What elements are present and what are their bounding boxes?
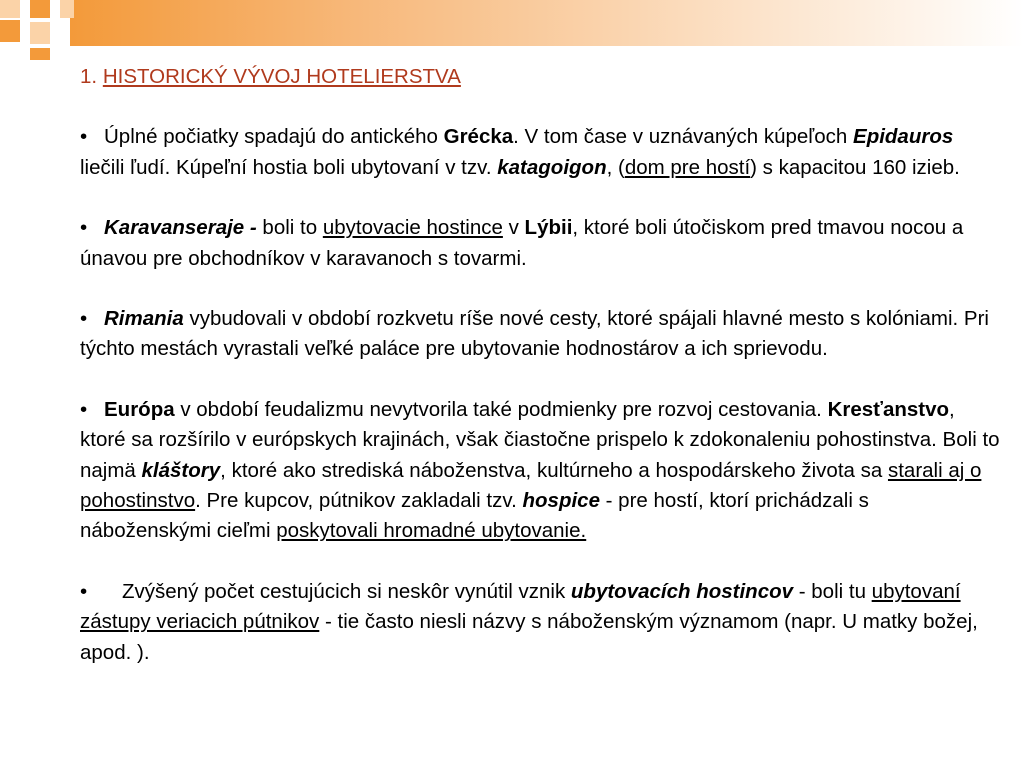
paragraph-europa <box>80 395 1000 547</box>
orange-gradient-bar <box>70 0 1024 46</box>
text: v <box>502 216 525 240</box>
paragraph-hostince <box>80 577 1000 668</box>
title-text: HISTORICKÝ VÝVOJ HOTELIERSTVA <box>102 65 461 88</box>
header-decoration <box>0 0 1024 60</box>
text: , ktoré boli útočiskom pred tmavou nocou a únavou pre obchodníkov v karavanoch s tovarmi. <box>80 216 964 270</box>
text: , ( <box>606 155 625 179</box>
text: - boli tu <box>793 579 872 603</box>
paragraph-karavanseraje <box>80 213 1000 274</box>
term-epidauros: Epidauros <box>853 125 954 149</box>
term-zastupy-putnikov: ubytovaní zástupy veriacich pútnikov <box>80 579 961 634</box>
deco-square <box>30 0 50 18</box>
paragraph-rimania <box>80 304 1000 365</box>
term-katagoigon: katagoigon <box>497 155 607 179</box>
bullet: • <box>80 307 88 331</box>
deco-square <box>0 0 20 18</box>
text: . V tom čase v uznávaných kúpeľoch <box>513 125 854 149</box>
slide-content <box>80 62 1000 698</box>
bullet: • <box>80 579 88 603</box>
text: - tie často niesli názvy s náboženským významom (napr. U matky božej, apod. ). <box>80 610 978 664</box>
term-ubytovacie-hostince: ubytovacích hostincov <box>570 579 794 603</box>
term-ubytovacie-hostince: ubytovacie hostince <box>322 216 503 240</box>
term-klastory: kláštory <box>141 458 221 482</box>
text: , ktoré ako strediská náboženstva, kultúrneho a hospodárskeho života sa <box>220 458 888 482</box>
text: v období feudalizmu nevytvorila také podmienky pre rozvoj cestovania. <box>174 397 828 421</box>
text: boli to <box>256 216 323 240</box>
text: . Pre kupcov, pútnikov zakladali tzv. <box>195 489 523 513</box>
bullet: • <box>80 397 88 421</box>
bullet: • <box>80 125 88 149</box>
title-number: 1. <box>80 65 98 88</box>
deco-square <box>60 0 74 18</box>
term-hospice: hospice <box>522 489 600 513</box>
text: Zvýšený počet cestujúcich si neskôr vynútil vznik <box>122 579 571 603</box>
term-dom-pre-hosti: dom pre hostí <box>624 155 751 179</box>
text: - pre hostí, ktorí prichádzali s náboženskými cieľmi <box>80 489 869 543</box>
text: liečili ľudí. Kúpeľní hostia boli ubytovaní v tzv. <box>80 155 498 179</box>
slide-title <box>80 62 1000 92</box>
bullet: • <box>80 216 88 240</box>
term-lybia: Lýbii <box>524 216 573 240</box>
deco-square <box>0 20 20 42</box>
text: , ktoré sa rozšírilo v európskych krajinách, však čiastočne prispelo k zdokonaleniu pohostinstva. Boli to najmä <box>80 397 1000 482</box>
text: Úplné počiatky spadajú do antického <box>104 125 444 149</box>
text: vybudovali v období rozkvetu ríše nové cesty, ktoré spájali hlavné mesto s kolóniami. Pri týchto mestách vyrastali veľké paláce pre ubytovanie hodnostárov a ich sprievodu. <box>80 307 989 361</box>
term-grecko: Grécka <box>443 125 514 149</box>
text: ) s kapacitou 160 izieb. <box>750 155 960 179</box>
paragraph-grecko <box>80 122 1000 183</box>
deco-square <box>30 48 50 60</box>
deco-square <box>30 22 50 44</box>
term-rimania: Rimania <box>104 307 184 331</box>
term-europa: Európa <box>104 397 175 421</box>
term-hromadne-ubytovanie: poskytovali hromadné ubytovanie. <box>276 519 587 543</box>
term-starali-aj-o-pohostinstvo: starali aj o pohostinstvo <box>80 458 982 513</box>
term-krestanstvo: Kresťanstvo <box>827 397 950 421</box>
term-karavanseraje: Karavanseraje - <box>104 216 257 240</box>
